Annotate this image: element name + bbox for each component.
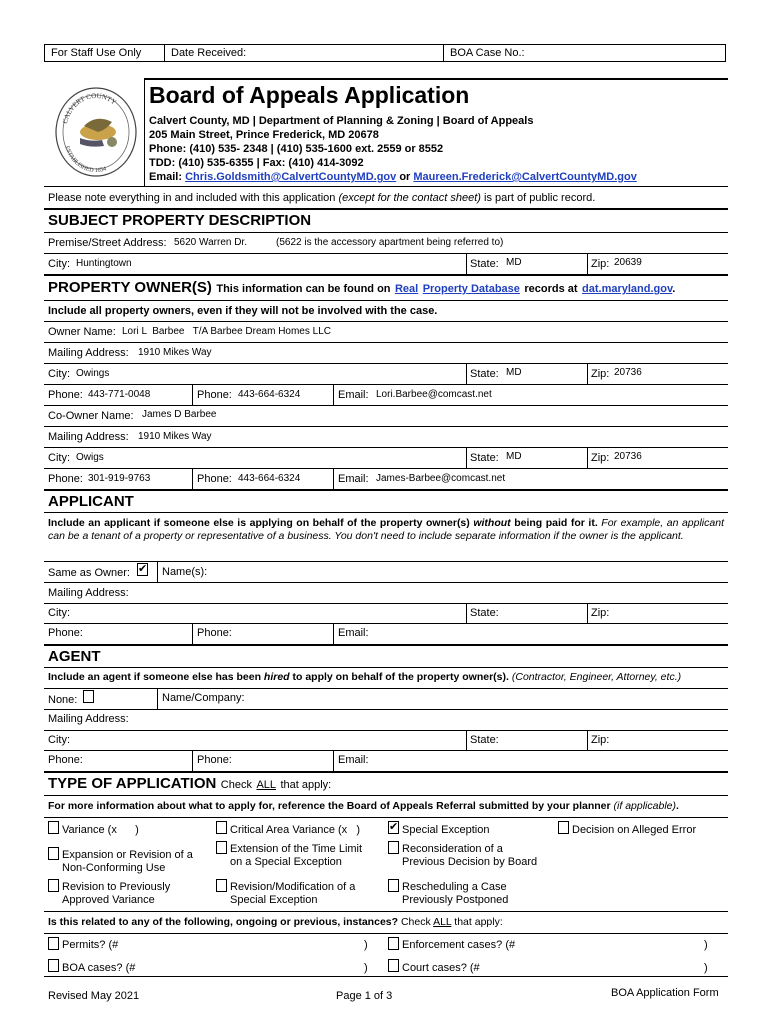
staff-use-label: For Staff Use Only (51, 47, 142, 59)
owner-city-value[interactable]: Owings (76, 368, 110, 379)
agent-phone2-label: Phone: (197, 754, 232, 766)
coowner-state-value[interactable]: MD (506, 451, 522, 462)
coowner-city-value[interactable]: Owigs (76, 452, 104, 463)
owner-zip-label: Zip: (591, 368, 610, 380)
expansion-label: Expansion or Revision of a Non-Conforming Use (62, 849, 193, 874)
coowner-phone1-label: Phone: (48, 473, 83, 485)
owner-mailing-value[interactable]: 1910 Mikes Way (138, 347, 212, 358)
coowner-name-label: Co-Owner Name: (48, 410, 134, 422)
agent-title: AGENT (48, 648, 101, 665)
date-received-label: Date Received: (171, 47, 247, 59)
email-or: or (399, 171, 411, 183)
owner-phone1-value[interactable]: 443-771-0048 (88, 389, 151, 400)
county-seal-icon (54, 86, 138, 178)
header-line-3: Phone: (410) 535- 2348 | (410) 535-1600 ext. 2559 or 8552 (149, 143, 444, 155)
owner-state-value[interactable]: MD (506, 367, 522, 378)
revision-special-label: Revision/Modification of a Special Exception (230, 881, 356, 906)
owner-mailing-label: Mailing Address: (48, 347, 129, 359)
court-cases-label: Court cases? (# (402, 962, 480, 974)
type-heading: TYPE OF APPLICATION Check ALL that apply: (48, 775, 332, 792)
zip-label: Zip: (591, 258, 610, 270)
agent-city-label: City: (48, 734, 70, 746)
owner-email-value[interactable]: Lori.Barbee@comcast.net (376, 389, 492, 400)
applicant-description: Include an applicant if someone else is applying on behalf of the property owner(s) without being paid for it. For example, an applicant can be a tenant of a property or representative of a business. You don't need to include separate information if the owner is the applicant. (48, 517, 724, 542)
premise-value[interactable]: 5620 Warren Dr. (174, 237, 247, 248)
coowner-phone1-value[interactable]: 301-919-9763 (88, 473, 151, 484)
premise-note: (5622 is the accessory apartment being referred to) (276, 237, 504, 248)
owners-heading: PROPERTY OWNER(S) This information can be found on Real Property Database records at dat.maryland.gov. (48, 279, 676, 296)
applicant-phone1-label: Phone: (48, 627, 83, 639)
owner-state-label: State: (470, 368, 499, 380)
coowner-phone2-value[interactable]: 443-664-6324 (238, 473, 301, 484)
critical-area-checkbox[interactable] (216, 821, 227, 834)
reconsideration-checkbox[interactable] (388, 841, 399, 854)
subject-property-title: SUBJECT PROPERTY DESCRIPTION (48, 212, 312, 229)
owner-phone2-label: Phone: (197, 389, 232, 401)
applicant-city-label: City: (48, 607, 70, 619)
agent-description: Include an agent if someone else has been hired to apply on behalf of the property owner(s). (Contractor, Engineer, Attorney, etc.) (48, 671, 682, 683)
critical-area-label: Critical Area Variance (x ) (230, 824, 361, 836)
owners-title: PROPERTY OWNER(S) (48, 279, 212, 296)
coowner-email-label: Email: (338, 473, 369, 485)
header-email-line (149, 171, 637, 183)
boa-cases-close: ) (364, 962, 368, 974)
applicant-title: APPLICANT (48, 493, 134, 510)
footer-page: Page 1 of 3 (336, 990, 393, 1002)
boa-cases-checkbox[interactable] (48, 959, 59, 972)
enforcement-close: ) (704, 939, 708, 951)
city-label: City: (48, 258, 70, 270)
property-database-link[interactable]: Property Database (422, 283, 520, 295)
coowner-mailing-label: Mailing Address: (48, 431, 129, 443)
rescheduling-checkbox[interactable] (388, 879, 399, 892)
variance-label: Variance (x ) (62, 824, 139, 836)
owner-email-label: Email: (338, 389, 369, 401)
agent-none-checkbox[interactable] (83, 690, 94, 703)
city-value[interactable]: Huntingtown (76, 258, 132, 269)
agent-name-label: Name/Company: (162, 692, 245, 704)
alleged-error-checkbox[interactable] (558, 821, 569, 834)
owner-phone1-label: Phone: (48, 389, 83, 401)
premise-label: Premise/Street Address: (48, 237, 167, 249)
boa-cases-label: BOA cases? (# (62, 962, 136, 974)
applicant-email-label: Email: (338, 627, 369, 639)
alleged-error-label: Decision on Alleged Error (572, 824, 697, 836)
applicant-names-label: Name(s): (162, 566, 208, 578)
special-exception-checkbox[interactable]: ✔ (389, 821, 399, 833)
court-cases-close: ) (704, 962, 708, 974)
agent-phone1-label: Phone: (48, 754, 83, 766)
owner-name-label: Owner Name: (48, 326, 116, 338)
header-line-4: TDD: (410) 535-6355 | Fax: (410) 414-3092 (149, 157, 364, 169)
revision-variance-checkbox[interactable] (48, 879, 59, 892)
header-line-1: Calvert County, MD | Department of Planning & Zoning | Board of Appeals (149, 115, 534, 127)
public-record-notice: Please note everything in and included with this application (except for the contact sheet) is part of public record. (48, 192, 596, 204)
permits-close: ) (364, 939, 368, 951)
permits-label: Permits? (# (62, 939, 119, 951)
email-link-1[interactable]: Chris.Goldsmith@CalvertCountyMD.gov (185, 171, 397, 183)
agent-mailing-label: Mailing Address: (48, 713, 129, 725)
coowner-city-label: City: (48, 452, 70, 464)
owners-include-note: Include all property owners, even if they will not be involved with the case. (48, 305, 438, 317)
footer-form-name: BOA Application Form (611, 987, 719, 999)
enforcement-checkbox[interactable] (388, 937, 399, 950)
enforcement-label: Enforcement cases? (# (402, 939, 516, 951)
revision-variance-label: Revision to Previously Approved Variance (62, 881, 171, 906)
zip-value[interactable]: 20639 (614, 257, 642, 268)
revision-special-checkbox[interactable] (216, 879, 227, 892)
special-exception-label: Special Exception (402, 824, 490, 836)
coowner-zip-value[interactable]: 20736 (614, 451, 642, 462)
variance-checkbox[interactable] (48, 821, 59, 834)
svg-text:CALVERT COUNTY: CALVERT COUNTY (60, 91, 118, 125)
type-more-info: For more information about what to apply for, reference the Board of Appeals Referral submitted by your planner (if applicable). (48, 800, 679, 812)
same-as-owner-checkbox[interactable]: ✔ (138, 563, 148, 575)
permits-checkbox[interactable] (48, 937, 59, 950)
case-no-label: BOA Case No.: (450, 47, 525, 59)
footer-revised: Revised May 2021 (48, 990, 140, 1002)
coowner-mailing-value[interactable]: 1910 Mikes Way (138, 431, 212, 442)
coowner-email-value[interactable]: James-Barbee@comcast.net (376, 473, 506, 484)
owner-phone2-value[interactable]: 443-664-6324 (238, 389, 301, 400)
email-link-2[interactable]: Maureen.Frederick@CalvertCountyMD.gov (413, 171, 637, 183)
type-title: TYPE OF APPLICATION (48, 775, 217, 792)
applicant-mailing-label: Mailing Address: (48, 587, 129, 599)
rescheduling-label: Rescheduling a Case Previously Postponed (402, 881, 509, 906)
coowner-state-label: State: (470, 452, 499, 464)
related-instances: Is this related to any of the following, ongoing or previous, instances? Check ALL that apply: (48, 916, 503, 928)
agent-zip-label: Zip: (591, 734, 610, 746)
real-link[interactable]: Real (394, 283, 419, 295)
coowner-zip-label: Zip: (591, 452, 610, 464)
coowner-phone2-label: Phone: (197, 473, 232, 485)
coowner-name-value[interactable]: James D Barbee (142, 409, 217, 420)
applicant-state-label: State: (470, 607, 499, 619)
state-label: State: (470, 258, 499, 270)
applicant-zip-label: Zip: (591, 607, 610, 619)
svg-text:ESTABLISHED 1654: ESTABLISHED 1654 (63, 145, 108, 175)
state-value[interactable]: MD (506, 257, 522, 268)
extension-label: Extension of the Time Limit on a Special Exception (230, 843, 363, 868)
extension-checkbox[interactable] (216, 841, 227, 854)
owner-zip-value[interactable]: 20736 (614, 367, 642, 378)
page-title: Board of Appeals Application (149, 82, 470, 108)
owner-city-label: City: (48, 368, 70, 380)
staff-box (44, 44, 726, 62)
agent-none-label: None: (48, 694, 78, 706)
expansion-checkbox[interactable] (48, 847, 59, 860)
dat-maryland-link[interactable]: dat.maryland.gov (582, 283, 673, 295)
email-label: Email: (149, 171, 183, 183)
header-line-2: 205 Main Street, Prince Frederick, MD 20678 (149, 129, 379, 141)
owner-name-value[interactable]: Lori L Barbee T/A Barbee Dream Homes LLC (122, 326, 331, 337)
applicant-phone2-label: Phone: (197, 627, 232, 639)
reconsideration-label: Reconsideration of a Previous Decision by Board (402, 843, 538, 868)
agent-email-label: Email: (338, 754, 369, 766)
court-cases-checkbox[interactable] (388, 959, 399, 972)
same-as-owner-label: Same as Owner: (48, 567, 130, 579)
agent-state-label: State: (470, 734, 499, 746)
